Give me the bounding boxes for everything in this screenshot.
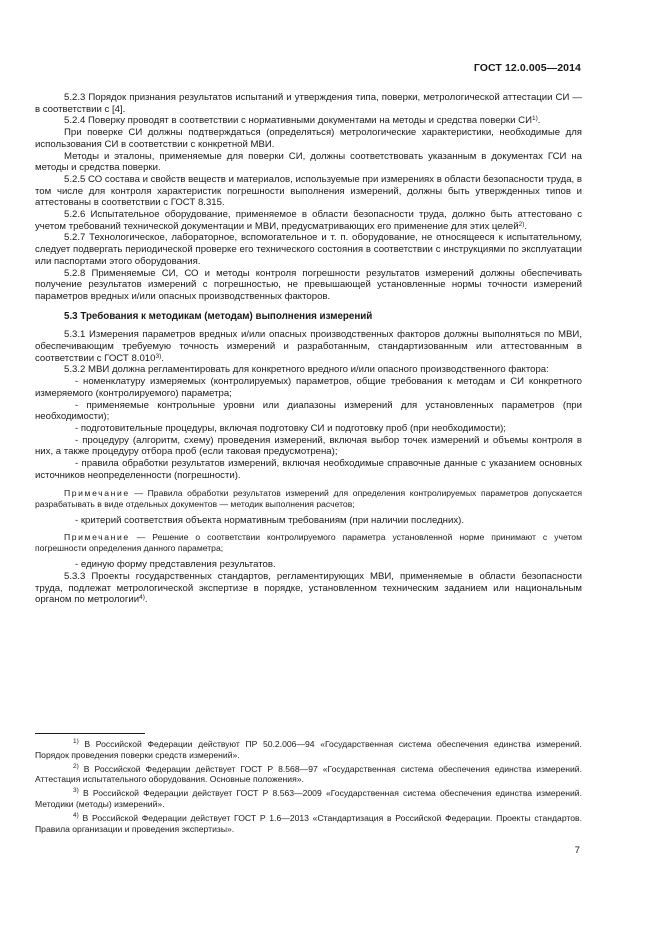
paragraph-5-2-5: 5.2.5 СО состава и свойств веществ и материалов, используемые при измерениях в области безопасности труда, в том числе для контроля характеристик погрешности выполнения измерений, должны быть утвержденных типов и аттестованы в соответствии с ГОСТ 8.315. xyxy=(35,173,582,209)
paragraph-5-3-1: 5.3.1 Измерения параметров вредных и/или опасных производственных факторов должны выполняться по МВИ, обеспечивающим требуемую точность измерений и разработанным, стандартизованным или аттестованным в соответствии с ГОСТ 8.010$^{3)}$. xyxy=(35,329,582,364)
paragraph-5-2-4-verification: При поверке СИ должны подтверждаться (определяться) метрологические характеристики, необходимые для использования СИ в соответствии с конкретной МВИ. xyxy=(35,127,582,150)
footnote-ref-2[interactable]: 2) xyxy=(518,220,525,228)
paragraph-5-2-4-text: 5.2.4 Поверку проводят в соответствии с нормативными документами на методы и средства поверки СИ xyxy=(64,115,532,127)
list-item: - применяемые контрольные уровни или диапазоны измерений для установленных параметров (при необходимости); xyxy=(35,399,582,423)
main-text xyxy=(35,92,582,606)
paragraph-5-2-7: 5.2.7 Технологическое, лабораторное, вспомогательное и т. п. оборудование, не относящееся к испытательному, следует подвергать периодической проверке его технического состояния в соответствии с инструкциями по эксплуатации или паспортами этого оборудования. xyxy=(35,232,582,267)
section-5-3-title: 5.3 Требования к методикам (методам) выполнения измерений xyxy=(64,310,373,322)
footnote-mark: 1) xyxy=(73,738,79,745)
note-label: Примечание xyxy=(64,487,130,498)
note-2 xyxy=(35,532,582,554)
footnote-2 xyxy=(35,764,582,786)
paragraph-5-3-2: 5.3.2 МВИ должна регламентировать для конкретного вредного и/или опасного производственного фактора: xyxy=(64,364,549,376)
paragraph-5-3-3-text: 5.3.3 Проекты государственных стандартов, регламентирующих МВИ, применяемые в области безопасности труда, подлежат метрологической экспертизе в порядке, установленном техническим заданием или национальным органом по метрологии xyxy=(35,570,582,606)
footnote-3 xyxy=(35,788,582,810)
list-item: - правила обработки результатов измерений, включая необходимые справочные данные с указанием основных источников неопределенности (погрешности). xyxy=(35,458,582,481)
footnote-ref-4[interactable]: 4) xyxy=(139,594,145,602)
footnote-mark: 4) xyxy=(73,811,79,819)
footnote-text: В Российской Федерации действует ГОСТ Р 8.563—2009 «Государственная система обеспечения единства измерений. Методики (методы) измерений». xyxy=(35,788,582,809)
footnote-mark: 3) xyxy=(73,787,79,795)
paragraph-5-2-3: 5.2.3 Порядок признания результатов испытаний и утверждения типа, поверки, метрологической аттестации СИ — в соответствии с [4]. xyxy=(35,92,582,115)
footnote-text: В Российской Федерации действует ГОСТ Р 1.6—2013 «Стандартизация в Российской Федерации. Проекты стандартов. Правила организации и проведения экспертизы». xyxy=(35,812,582,834)
footnotes xyxy=(35,739,582,837)
page-number: 7 xyxy=(574,845,580,856)
footnote-text: В Российской Федерации действует ГОСТ Р 8.568—97 «Государственная система обеспечения единства измерений. Аттестация испытательного оборудования. Основные положения». xyxy=(35,763,582,785)
paragraph-5-2-4: 5.2.4 Поверку проводят в соответствии с нормативными документами на методы и средства поверки СИ$^{1)}$. xyxy=(64,115,541,127)
footnote-ref-1[interactable]: 1) xyxy=(531,115,538,123)
note-2-text: — Решение о соответствии контролируемого параметра установленной норме принимают с учетом погрешности определения данного параметра; xyxy=(35,532,582,554)
footnote-divider xyxy=(35,733,145,734)
footnote-4 xyxy=(35,813,582,835)
paragraph-5-3-3: 5.3.3 Проекты государственных стандартов, регламентирующих МВИ, применяемые в области безопасности труда, подлежат метрологической экспертизе в порядке, установленном техническим заданием или национальным органом по метрологии$^{4)}$. xyxy=(35,570,582,606)
list-item: - процедуру (алгоритм, схему) проведения измерений, включая выбор точек измерений и объемы контроля в них, а также процедуру отбора проб (если таковая предусмотрена); xyxy=(35,434,582,458)
document-code-header: ГОСТ 12.0.005—2014 xyxy=(473,62,581,74)
list-item-form: - единую форму представления результатов. xyxy=(75,559,276,571)
list-item: - номенклатуру измеряемых (контролируемых) параметров, общие требования к методам и СИ конкретного измеряемого (контролируемого) параметра; xyxy=(35,376,582,399)
list-item: - подготовительные процедуры, включая подготовку СИ и подготовку проб (при необходимости); xyxy=(75,422,506,434)
footnote-mark: 2) xyxy=(73,762,79,770)
paragraph-5-2-8: 5.2.8 Применяемые СИ, СО и методы контроля погрешности результатов измерений должны обеспечивать получение результатов измерений с погрешностью, не превышающей установленные нормы точности измерений параметров вредных и/или опасных производственных факторов. xyxy=(35,267,582,302)
note-label: Примечание xyxy=(64,532,130,543)
footnote-1 xyxy=(35,739,582,761)
list-item-criterion: - критерий соответствия объекта нормативным требованиям (при наличии последних). xyxy=(75,514,464,526)
paragraph-5-2-4-standards: Методы и эталоны, применяемые для поверки СИ, должны соответствовать указанным в документах ГСИ на методы и средства поверки. xyxy=(35,150,582,174)
paragraph-5-2-6: 5.2.6 Испытательное оборудование, применяемое в области безопасности труда, должно быть аттестовано с учетом требований технической документации и МВИ, предусматривающих его применение для этих целей$^{2)}$. xyxy=(35,209,582,232)
footnote-text: В Российской Федерации действуют ПР 50.2.006—94 «Государственная система обеспечения единства измерений. Порядок проведения поверки средств измерений». xyxy=(35,739,582,760)
paragraph-5-2-6-text: 5.2.6 Испытательное оборудование, применяемое в области безопасности труда, должно быть аттестовано с учетом требований технической документации и МВИ, предусматривающих его применение для этих целей xyxy=(35,209,582,232)
paragraph-5-3-1-text: 5.3.1 Измерения параметров вредных и/или опасных производственных факторов должны выполняться по МВИ, обеспечивающим требуемую точность измерений и разработанным, стандартизованным или аттестованным в соответствии с ГОСТ 8.010 xyxy=(35,329,582,364)
note-1-text: — Правила обработки результатов измерений для определения контролируемых параметров допускается разрабатывать в виде отдельных документов — методик выполнения расчетов; xyxy=(35,487,582,509)
footnote-ref-3[interactable]: 3) xyxy=(155,352,162,360)
note-1 xyxy=(35,488,582,510)
